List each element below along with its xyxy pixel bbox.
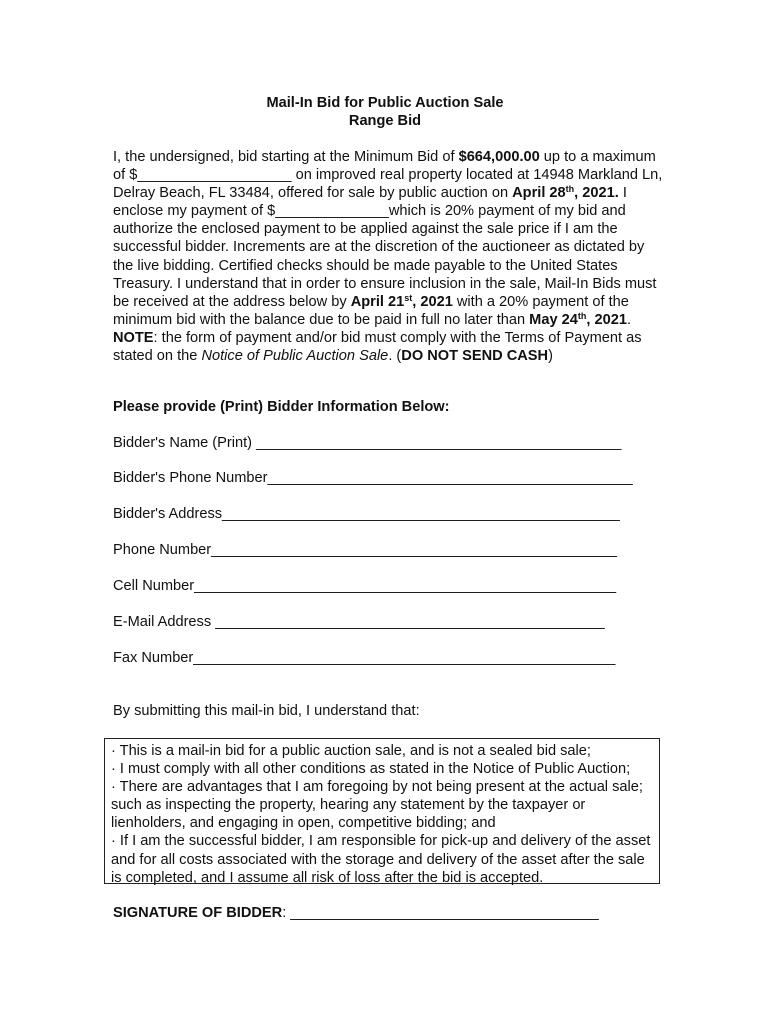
cell-number-field[interactable]: Cell Number____________________________________________________ [113,578,617,594]
document-title [0,94,770,130]
balance-due-date: May 24th, 2021 [529,310,627,328]
signature-blank: : ______________________________________ [282,905,599,921]
condition-item: · If I am the successful bidder, I am responsible for pick-up and delivery of the asset and for all costs associated with the storage and delivery of the asset after the sale is completed, and I assume all risk of loss after the bid is accepted. [111,833,651,886]
terms-text-8: ) [548,348,553,365]
bidder-address-field[interactable]: Bidder's Address_________________________________________________ [113,506,620,522]
condition-item: · This is a mail-in bid for a public auction sale, and is not a sealed bid sale; [111,743,591,759]
signature-label: SIGNATURE OF BIDDER [113,905,283,921]
conditions-box [104,738,660,884]
phone-number-field[interactable]: Phone Number__________________________________________________ [113,542,617,558]
terms-text-1: I, the undersigned, bid starting at the Minimum Bid of [113,149,459,165]
bid-terms-paragraph [113,148,668,365]
title-line-1: Mail-In Bid for Public Auction Sale [266,95,504,111]
minimum-bid-amount: $664,000.00 [458,149,540,165]
terms-text-7: . ( [388,348,402,365]
understanding-intro: By submitting this mail-in bid, I understand that: [113,703,420,719]
bidder-info-heading: Please provide (Print) Bidder Information Below: [113,399,450,415]
condition-item: · There are advantages that I am foregoing by not being present at the actual sale; such as inspecting the property, hearing any statement by the taxpayer or lienholders, and engaging in open, competitive bidding; and [111,779,643,832]
notice-title: Notice of Public Auction Sale [201,348,389,365]
terms-text-3: I enclose my payment of $______________which is 20% payment of my bid and authorize the enclosed payment to be applied against the sale price if I am the successful bidder. Increments are at the discretion of the auctioneer as dictated by the live bidding. Certified checks should be made payable to the United States Treasury. I understand that in order to ensure inclusion in the sale, Mail-In Bids must be received at the address below by [113,185,657,310]
signature-line[interactable] [113,905,599,921]
receipt-deadline-date: April 21st, 2021 [350,292,453,310]
title-line-2: Range Bid [348,113,422,129]
bidder-phone-field[interactable]: Bidder's Phone Number_____________________________________________ [113,470,633,486]
sale-date: April 28th, 2021. [512,184,619,202]
terms-text-6: : the form of payment and/or bid must comply with the Terms of Payment as stated on the [113,329,642,365]
note-label: NOTE [113,329,154,346]
fax-number-field[interactable]: Fax Number____________________________________________________ [113,650,616,666]
no-cash-warning: DO NOT SEND CASH [401,348,549,365]
terms-text-2: up to a maximum of $___________________ on improved real property located at 14948 Markland Ln, Delray Beach, FL 33484, offered for sale by public auction on [113,149,663,202]
condition-item: · I must comply with all other conditions as stated in the Notice of Public Auction; [111,761,631,778]
terms-text-4: with a 20% payment of the minimum bid with the balance due to be paid in full no later than [113,293,629,328]
bidder-name-field[interactable]: Bidder's Name (Print) _____________________________________________ [113,435,622,451]
terms-text-5: . [626,311,631,328]
email-address-field[interactable]: E-Mail Address ________________________________________________ [113,614,605,630]
